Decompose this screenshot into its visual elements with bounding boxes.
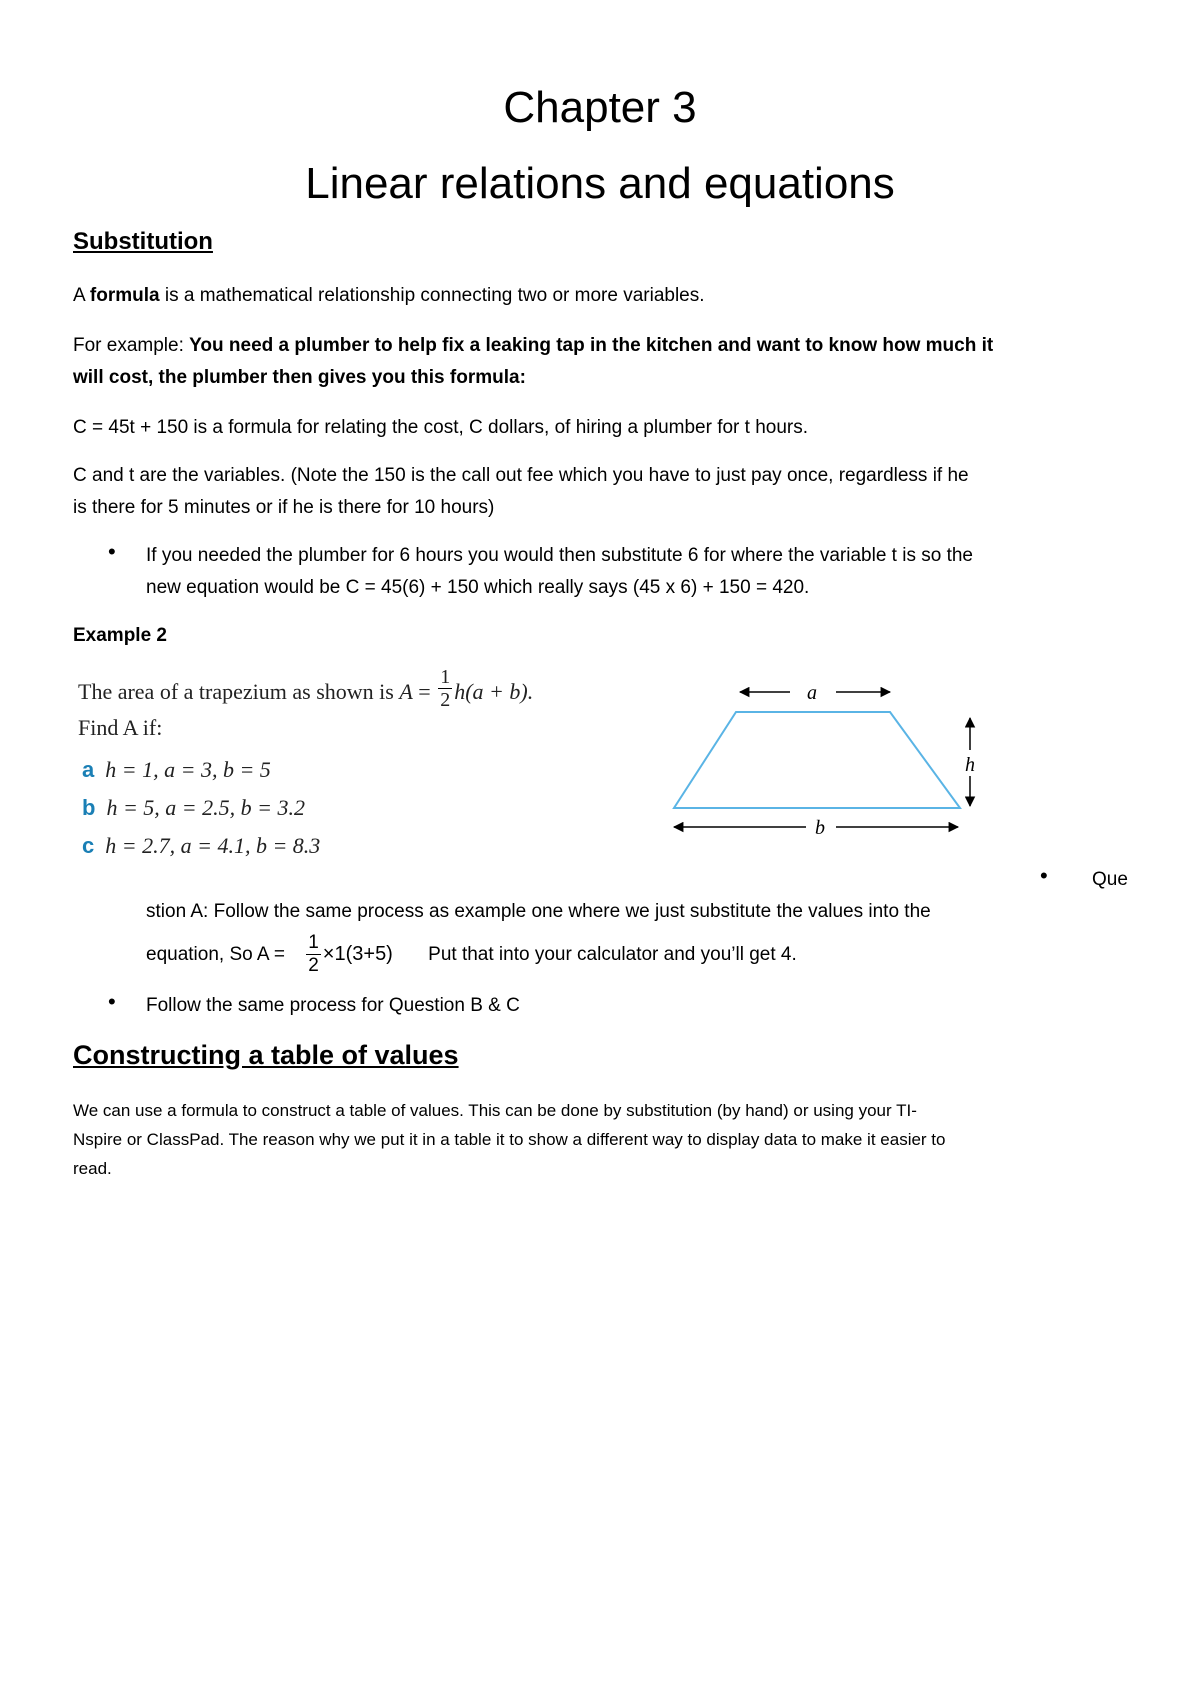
bullet-dot: • <box>108 539 116 564</box>
chapter-heading: Chapter 3 <box>503 83 697 132</box>
text-span: = <box>412 679 437 704</box>
variables-note-2: is there for 5 minutes or if he is there for 10 hours) <box>73 497 495 518</box>
item-c <box>82 830 320 862</box>
fraction-numerator: 1 <box>308 932 319 954</box>
bullet-dot: • <box>108 989 116 1014</box>
fraction-denominator: 2 <box>440 689 451 712</box>
table-section-heading: Constructing a table of values <box>73 1040 459 1070</box>
bullet-substitute-text-2: new equation would be C = 45(6) + 150 which really says (45 x 6) + 150 = 420. <box>146 577 810 598</box>
bullet-dot: • <box>1040 863 1048 888</box>
trapezium-area-text <box>78 666 534 712</box>
item-label: a <box>82 757 95 782</box>
fraction-denominator: 2 <box>308 955 319 977</box>
example-intro <box>73 330 993 362</box>
item-a <box>82 754 271 786</box>
area-var: A <box>399 679 413 704</box>
label-h: h <box>965 754 975 776</box>
area-formula: h(a + b). <box>454 679 534 704</box>
one-half-fraction <box>438 666 452 711</box>
label-a: a <box>807 682 817 704</box>
item-b <box>82 792 305 824</box>
text-span: A <box>73 285 90 306</box>
trapezium-shape <box>674 712 960 808</box>
item-label: c <box>82 833 95 858</box>
multiplication-expression: ×1(3+5) <box>322 943 393 965</box>
question-bullet-word: Que <box>1092 869 1128 890</box>
text-span: equation, So A = <box>146 944 291 965</box>
cost-formula-text: C = 45t + 150 is a formula for relating the cost, C dollars, of hiring a plumber for t hours. <box>73 417 809 438</box>
question-a-equation <box>146 928 797 981</box>
label-b: b <box>815 817 825 839</box>
find-a-text: Find A if: <box>78 715 163 740</box>
fraction-numerator: 1 <box>440 666 451 689</box>
formula-definition <box>73 280 705 312</box>
one-half-fraction <box>306 932 321 977</box>
table-section-text-1: We can use a formula to construct a table of values. This can be done by substitution (by hand) or using your TI- <box>73 1101 917 1120</box>
item-values: h = 5, a = 2.5, b = 3.2 <box>106 795 305 820</box>
trapezium-diagram <box>660 670 990 840</box>
item-values: h = 1, a = 3, b = 5 <box>105 757 271 782</box>
item-values: h = 2.7, a = 4.1, b = 8.3 <box>105 833 321 858</box>
formula-term: formula <box>89 285 160 306</box>
substitution-heading: Substitution <box>73 228 213 255</box>
page-title: Linear relations and equations <box>305 159 895 208</box>
text-span: is a mathematical relationship connecting two or more variables. <box>159 285 705 306</box>
question-bc-text: Follow the same process for Question B & C <box>146 995 520 1016</box>
example-bold-text: You need a plumber to help fix a leaking tap in the kitchen and want to know how much it <box>189 335 994 356</box>
example-bold-text-2: will cost, the plumber then gives you this formula: <box>73 367 526 388</box>
variables-note: C and t are the variables. (Note the 150 is the call out fee which you have to just pay once, regardless if he <box>73 465 969 486</box>
table-section-text-2: Nspire or ClassPad. The reason why we put it in a table it to show a different way to display data to make it easier to <box>73 1130 946 1149</box>
example-2-heading: Example 2 <box>73 625 167 646</box>
text-span: For example: <box>73 335 190 356</box>
bullet-substitute-text: If you needed the plumber for 6 hours you would then substitute 6 for where the variable t is so the <box>146 545 973 566</box>
text-span: The area of a trapezium as shown is <box>78 679 400 704</box>
table-section-text-3: read. <box>73 1159 112 1178</box>
calculator-instruction: Put that into your calculator and you’ll get 4. <box>428 944 797 965</box>
item-label: b <box>82 795 96 820</box>
question-a-text: stion A: Follow the same process as example one where we just substitute the values into the <box>146 901 931 922</box>
